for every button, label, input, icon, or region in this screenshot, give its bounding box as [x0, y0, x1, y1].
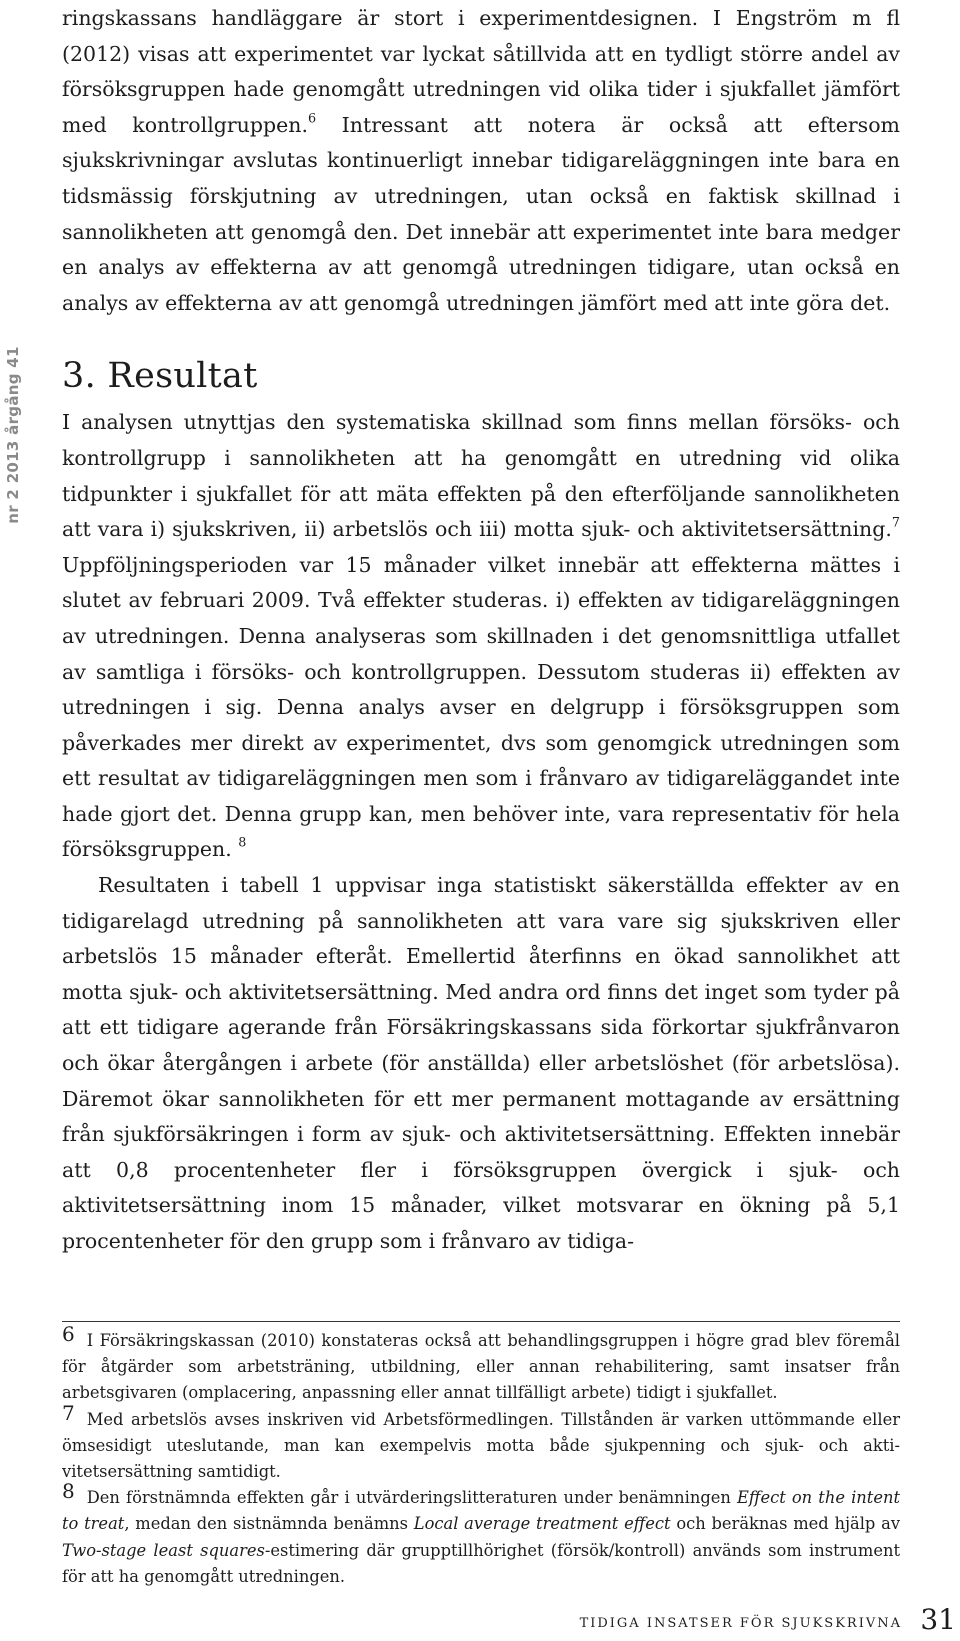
footnote-8-term-3: Two-stage least squares [62, 1540, 265, 1560]
footnote-6 [62, 1322, 900, 1407]
journal-issue-text: nr 2 2013 årgång 41 [4, 346, 22, 524]
intro-paragraph [62, 1, 900, 321]
footnote-6-text: I Försäkringskassan (2010) konstateras också att behandlingsgruppen i högre grad blev föremål för åtgärder som arbetsträning, utbildning, eller annan rehabilitering, samt insatser från arbetsgivaren (omplacering, anpassning eller annat tillfälligt arbete) tidigt i sjukfallet. [62, 1331, 900, 1403]
results-p1-part2: Uppföljningsperioden var 15 månader vilket innebär att effekterna mättes i slutet av februari 2009. Två effekter studeras. i) effekten av tidigareläggningen av utredningen. Denna analyseras som skillnaden i det genomsnittliga utfallet av samtliga i försöks- och kontrollgruppen. Dessutom studeras ii) effekten av utredningen i sig. Denna analys avser en delgrupp i försöksgruppen som påverkades mer direkt av experimentet, dvs som genomgick utredningen som ett resultat av tidigareläggningen men som i frånvaro av tidigareläggandet inte hade gjort det. Denna grupp kan, men behöver inte, vara representativ för hela försöksgruppen. [62, 552, 900, 862]
page-number: 31 [920, 1603, 956, 1636]
intro-text-part2: Intressant att notera är också att eftersom sjukskrivningar avslutas kontinuerligt innebar tidigareläggningen inte bara en tidsmässig förskjutning av utredningen, utan också en faktisk skillnad i sannolikheten att genomgå den. Det innebär att experimentet inte bara medger en analys av effekterna av att genomgå utredningen tidigare, utan också en analys av effekterna av att genomgå utredningen jämfört med att inte göra det. [62, 112, 900, 315]
footnote-8 [62, 1479, 901, 1590]
results-paragraph-1 [62, 405, 900, 868]
section-heading: 3. Resultat [62, 356, 258, 397]
footnote-7-number: 7 [62, 1400, 75, 1425]
footnote-8-text-3: och beräknas med hjälp av [670, 1514, 901, 1534]
footnote-6-number: 6 [62, 1322, 75, 1346]
running-title: TIDIGA INSATSER FÖR SJUKSKRIVNA [579, 1616, 902, 1631]
footnote-ref-7[interactable]: 7 [891, 514, 900, 530]
footnote-8-term-1: Effect on the intent to treat [62, 1488, 901, 1534]
results-p1-part1: I analysen utnyttjas den systematiska skillnad som finns mellan försöks- och kontrollgrupp i sannolikheten att ha genomgått en utredning vid olika tidpunkter i sjukfallet för att mäta effekten på den efterföljande sannolikheten att vara i) sjukskriven, ii) arbetslös och iii) motta sjuk- och aktivitetsersättning. [62, 410, 900, 542]
footnote-8-number: 8 [62, 1479, 75, 1504]
results-paragraph-2: Resultaten i tabell 1 uppvisar inga statistiskt säkerställda effekter av en tidigarelagd utredning på sannolikheten att vara vare sig sjukskriven eller arbetslös 15 månader efteråt. Emellertid återfinns en ökad sannolikhet att motta sjuk- och aktivitetsersättning. Med andra ord finns det inget som tyder på att ett tidigare agerande från Försäkringskassans sida förkortar sjukfrånvaron och ökar återgången i arbete (för anställda) eller arbetslöshet (för arbetslösa). Däremot ökar sannolikheten för ett mer permanent mottagande av ersättning från sjukförsäkringen i form av sjuk- och aktivitetsersättning. Effekten innebär att 0,8 procentenheter fler i försöksgruppen övergick i sjuk- och aktivitetsersättning inom 15 månader, vilket motsvarar en ökning på 5,1 procentenheter för den grupp som i frånvaro av tidiga- [62, 873, 900, 1253]
footnotes-section [62, 1322, 901, 1590]
intro-text-part1: ringskassans handläggare är stort i experimentdesignen. I Engström m fl (2012) visas att experimentet var lyckat såtillvida att en tydligt större andel av försöksgruppen hade genomgått utredningen vid olika tider i sjukfallet jämfört med kontrollgruppen. [62, 6, 900, 137]
footnote-8-term-2: Local average treatment effect [413, 1514, 671, 1534]
footnote-8-text-1: Den förstnämnda effekten går i utvärderingslitteraturen under benämningen [86, 1488, 738, 1508]
footnote-8-text-4: -estimering där grupptillhörighet (försök/kontroll) används som instrument för att ha genomgått utredningen. [62, 1540, 900, 1586]
footnote-divider [62, 1321, 900, 1322]
footnote-7 [62, 1400, 900, 1486]
body-text-column [62, 0, 900, 1260]
footnote-8-text-2: , medan den sistnämnda benämns [124, 1514, 414, 1534]
journal-issue-label [2, 346, 24, 524]
footnote-ref-6[interactable]: 6 [307, 110, 317, 126]
footnote-7-text: Med arbetslös avses inskriven vid Arbetsförmedlingen. Tillstånden är varken uttömmande eller ömsesidigt uteslutande, man kan exempelvis motta både sjukpenning och sjuk- och aktivitetsersättning samtidigt. [62, 1409, 900, 1482]
footnote-ref-8[interactable]: 8 [238, 834, 247, 850]
